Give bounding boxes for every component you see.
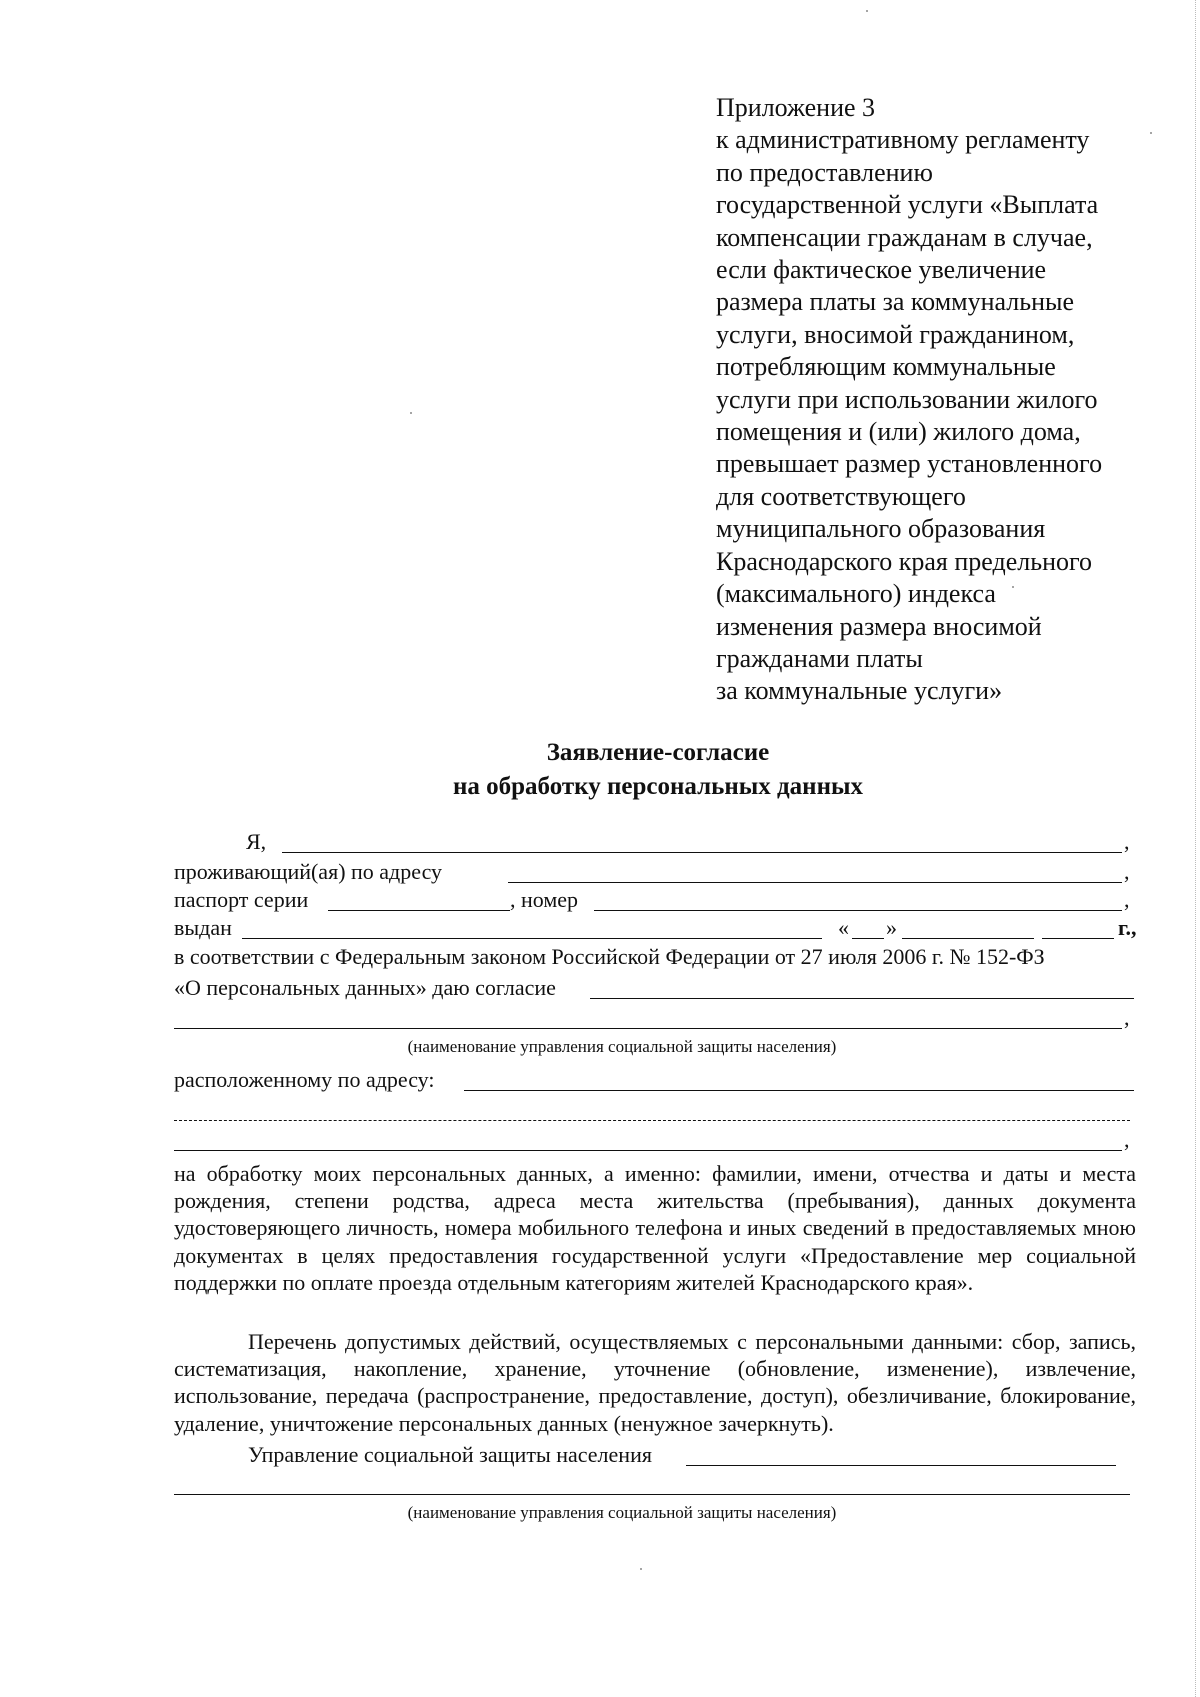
issued-label: выдан xyxy=(174,915,232,940)
issued-by-field[interactable] xyxy=(242,938,822,939)
comma: , xyxy=(1124,1005,1130,1030)
appendix-line: за коммунальные услуги» xyxy=(716,676,1003,706)
appendix-line: услуги при использовании жилого xyxy=(716,384,1098,414)
form-row-address xyxy=(174,858,1134,886)
scan-speck xyxy=(1012,586,1014,588)
form-row-passport xyxy=(174,886,1134,914)
appendix-line: изменения размера вносимой xyxy=(716,611,1042,641)
department-sign-field-2[interactable] xyxy=(174,1494,1130,1495)
comma: , xyxy=(1124,859,1130,884)
department-sign-field[interactable] xyxy=(686,1465,1116,1466)
department-caption: (наименование управления социальной защиты населения) xyxy=(407,1037,837,1056)
department-caption-2: (наименование управления социальной защиты населения) xyxy=(407,1503,837,1522)
scan-edge xyxy=(1195,0,1200,1697)
consent-recipient-field[interactable] xyxy=(590,998,1134,999)
form-row-name xyxy=(174,828,1134,856)
address-field[interactable] xyxy=(508,882,1122,883)
form-row-located xyxy=(174,1066,1134,1094)
comma: , xyxy=(1124,829,1130,854)
comma: , xyxy=(1124,1127,1130,1152)
appendix-line: государственной услуги «Выплата xyxy=(716,190,1099,220)
appendix-line: потребляющим коммунальные xyxy=(716,352,1056,382)
department-address-field[interactable] xyxy=(464,1090,1134,1091)
appendix-line: превышает размер установленного xyxy=(716,449,1103,479)
appendix-line: компенсации гражданам в случае, xyxy=(716,222,1093,252)
department-label: Управление социальной защиты населения xyxy=(248,1442,652,1467)
comma: , xyxy=(1124,887,1130,912)
appendix-line: (максимального) индекса xyxy=(716,579,996,609)
passport-number-field[interactable] xyxy=(594,910,1122,911)
issue-year-field[interactable] xyxy=(1042,938,1114,939)
document-title: Заявление-согласие xyxy=(546,739,770,766)
issue-month-field[interactable] xyxy=(902,938,1034,939)
quote-close: » xyxy=(886,915,897,940)
document-subtitle: на обработку персональных данных xyxy=(453,773,863,800)
scan-speck xyxy=(1150,132,1152,134)
form-row-consent xyxy=(174,974,1134,1002)
consent-label: «О персональных данных» даю согласие xyxy=(174,975,556,1000)
scan-speck xyxy=(866,10,868,12)
department-address-field-2[interactable] xyxy=(174,1120,1130,1121)
department-name-field[interactable] xyxy=(174,1028,1122,1029)
appendix-line: Краснодарского края предельного xyxy=(716,546,1092,576)
passport-number-label: , номер xyxy=(510,887,579,912)
appendix-line: к административному регламенту xyxy=(716,125,1090,155)
form-row-department-sign2 xyxy=(174,1474,1134,1502)
scan-speck xyxy=(640,1568,642,1570)
form-row-address-cont xyxy=(174,1096,1134,1124)
consent-paragraph: на обработку моих персональных данных, а именно: фамилии, имени, отчества и даты и места рождения, степени родства, адреса места жительства (пребывания), данных документа удостоверяющего личность, номера мобильного телефона и иных сведений в предоставляемых мною документах в целях предоставления государственной услуги «Предоставление мер социальной поддержки по оплате проезда отдельным категориям жителей Краснодарского края». xyxy=(174,1161,1136,1295)
address-label: проживающий(ая) по адресу xyxy=(174,859,443,884)
appendix-line: по предоставлению xyxy=(716,157,933,187)
form-row-issued xyxy=(174,914,1137,942)
form-row-address-cont2 xyxy=(174,1126,1134,1154)
appendix-line: для соответствующего xyxy=(716,481,966,511)
issue-day-field[interactable] xyxy=(852,938,884,939)
scan-speck xyxy=(410,412,412,414)
department-address-field-3[interactable] xyxy=(174,1150,1122,1151)
form-row-department-sign xyxy=(174,1441,1134,1469)
appendix-line: услуги, вносимой гражданином, xyxy=(716,319,1075,349)
i-label: Я, xyxy=(246,829,267,854)
passport-series-label: паспорт серии xyxy=(174,887,309,912)
passport-series-field[interactable] xyxy=(328,910,510,911)
appendix-line: муниципального образования xyxy=(716,514,1046,544)
appendix-line: размера платы за коммунальные xyxy=(716,287,1075,317)
appendix-line: гражданами платы xyxy=(716,643,923,673)
appendix-header xyxy=(716,92,1176,708)
quote-open: « xyxy=(838,915,849,940)
full-name-field[interactable] xyxy=(282,852,1122,853)
appendix-line: Приложение 3 xyxy=(716,93,876,122)
located-label: расположенному по адресу: xyxy=(174,1067,435,1092)
actions-paragraph: Перечень допустимых действий, осуществляемых с персональными данными: сбор, запись, систематизация, накопление, хранение, уточнение (обновление, изменение), извлечение, использование, передача (распространение, предоставление, доступ), обезличивание, блокирование, удаление, уничтожение персональных данных (ненужное зачеркнуть). xyxy=(174,1329,1136,1436)
law-reference: в соответствии с Федеральным законом Российской Федерации от 27 июля 2006 г. № 152-ФЗ xyxy=(174,944,1045,969)
form-row-law xyxy=(174,943,1134,971)
appendix-line: помещения и (или) жилого дома, xyxy=(716,417,1081,447)
appendix-line: если фактическое увеличение xyxy=(716,255,1047,285)
form-row-department xyxy=(174,1004,1134,1032)
year-suffix: г., xyxy=(1118,915,1137,940)
